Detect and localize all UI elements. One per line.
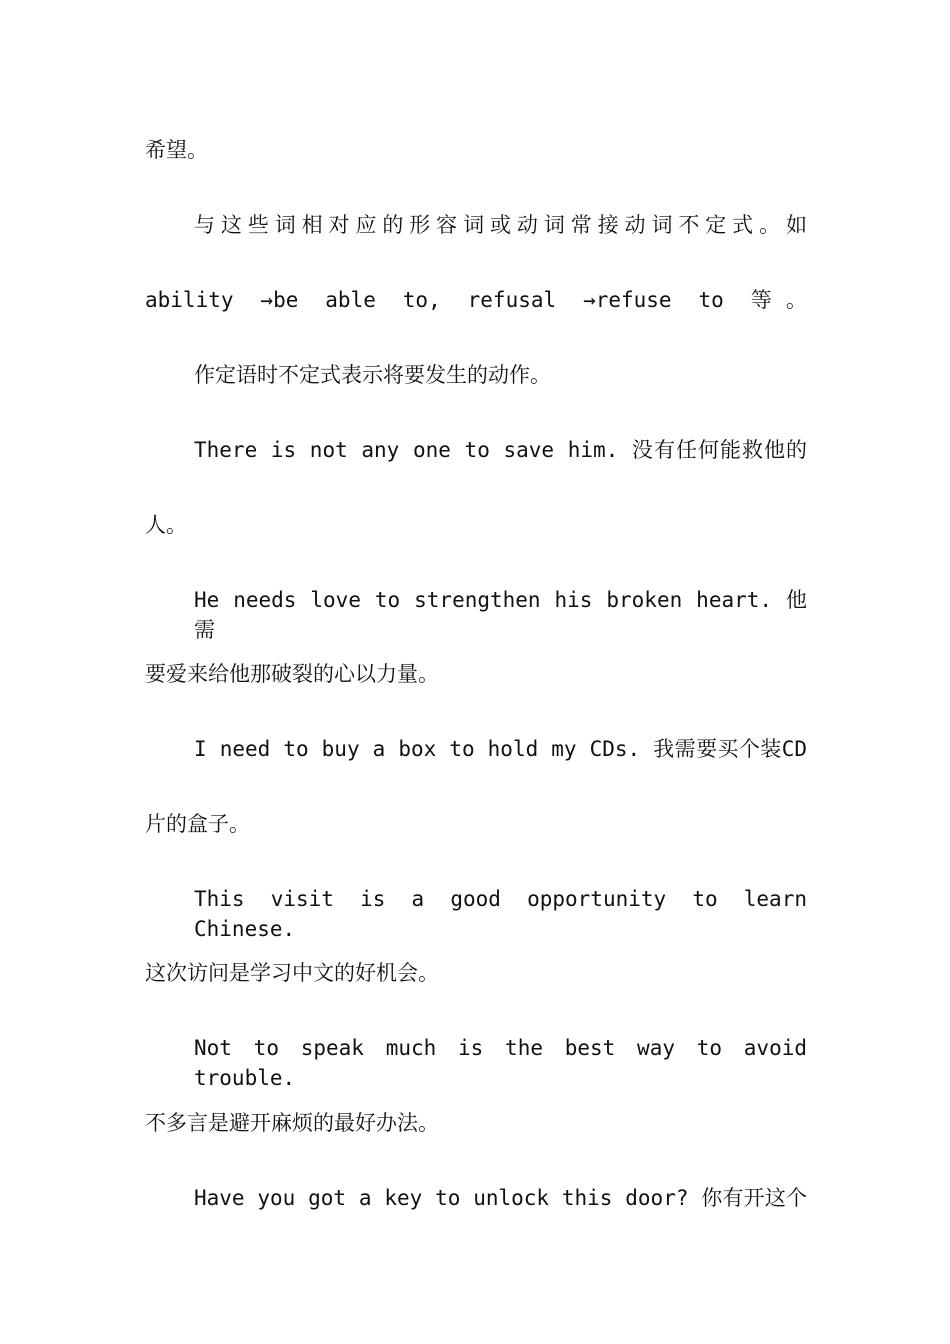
text-line: 人。 xyxy=(145,513,187,537)
text-line: 要爱来给他那破裂的心以力量。 xyxy=(145,662,439,686)
text-line: Have you got a key to unlock this door? 你有开这个 xyxy=(194,1186,807,1210)
text-line: This visit is a good opportunity to learn Chinese. xyxy=(194,887,807,941)
text-line: He needs love to strengthen his broken heart. 他需 xyxy=(194,588,807,642)
text-line: 与这些词相对应的形容词或动词常接动词不定式。如 xyxy=(194,213,807,237)
text-line: I need to buy a box to hold my CDs. 我需要买个装CD xyxy=(194,737,807,761)
text-line: 片的盒子。 xyxy=(145,812,250,836)
text-line: 作定语时不定式表示将要发生的动作。 xyxy=(194,363,551,387)
text-line: 这次访问是学习中文的好机会。 xyxy=(145,961,439,985)
text-line: There is not any one to save him. 没有任何能救他的 xyxy=(194,438,807,462)
text-line: 希望。 xyxy=(145,138,208,162)
text-line: ability →be able to, refusal →refuse to 等。 xyxy=(145,288,807,312)
text-line: Not to speak much is the best way to avoid trouble. xyxy=(194,1036,807,1090)
text-line: 不多言是避开麻烦的最好办法。 xyxy=(145,1111,439,1135)
